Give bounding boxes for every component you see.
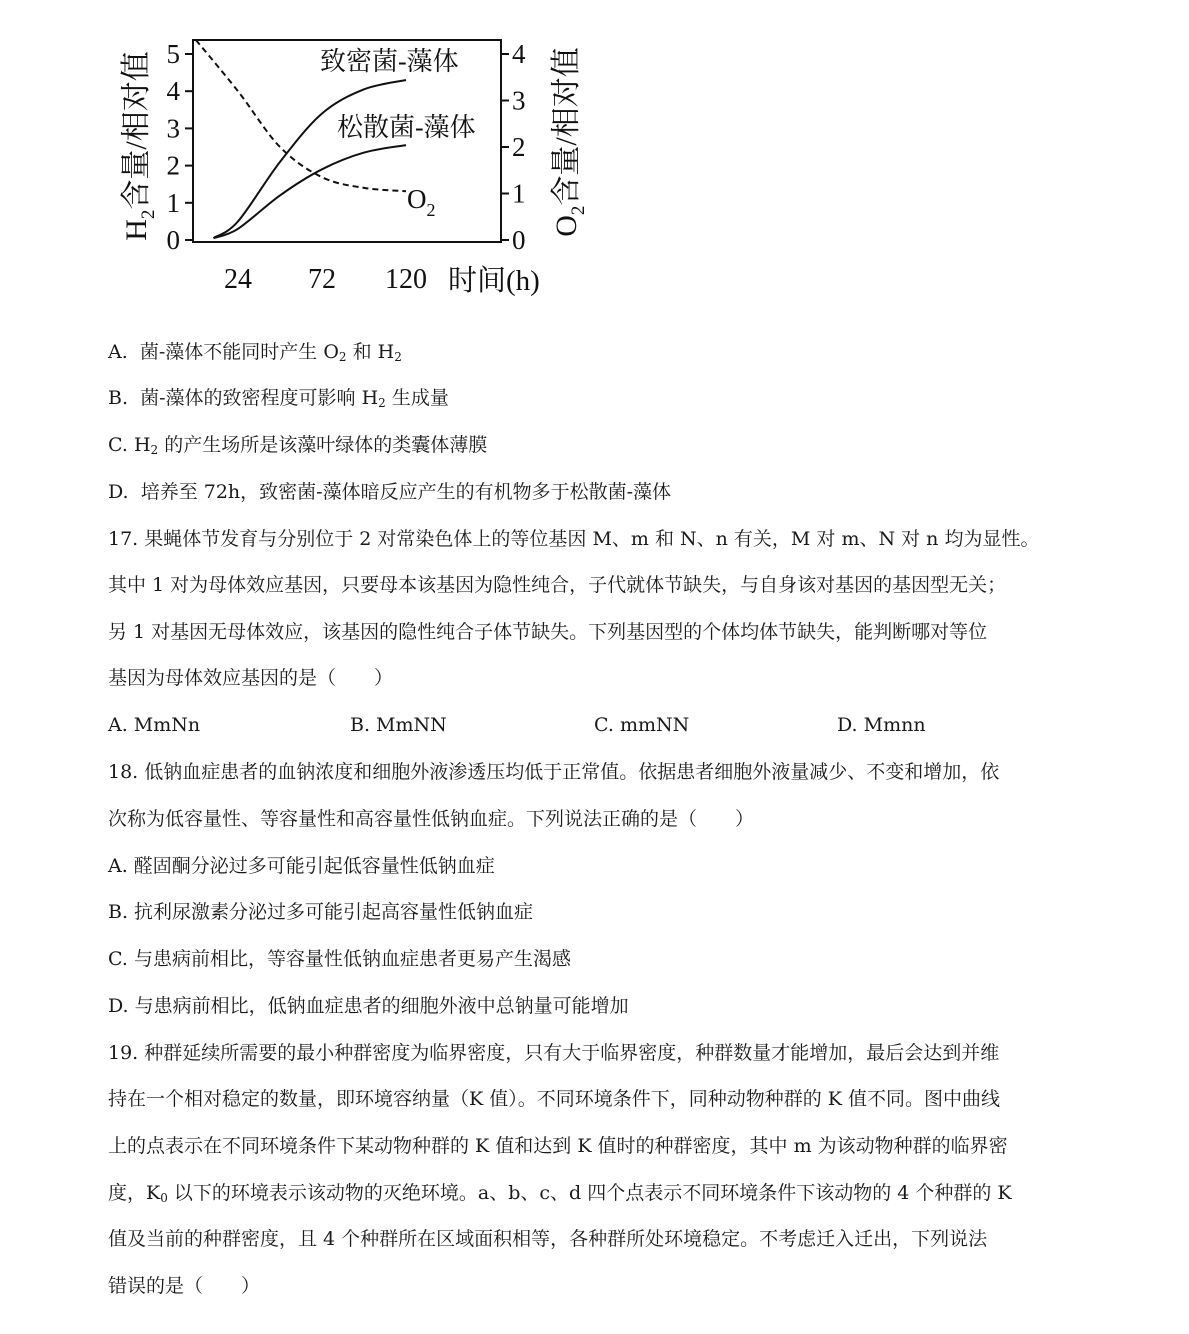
q17-option-a: A. MmNn (108, 714, 201, 736)
q16-option-a: A. 菌-藻体不能同时产生 $O_2$ 和 $H_2$ (108, 341, 402, 364)
left-tick-label: 2 (166, 150, 180, 181)
legend-loose: 松散菌-藻体 (337, 113, 476, 142)
right-tick-label: 4 (512, 39, 526, 69)
q19-line-1: 19. 种群延续所需要的最小种群密度为临界密度，只有大于临界密度，种群数量才能增加，最后会达到并维 (108, 1042, 1000, 1064)
right-tick-label: 1 (512, 178, 526, 209)
q16-option-b: B. 菌-藻体的致密程度可影响 $H_2$ 生成量 (108, 387, 449, 410)
left-axis-title: $H_2$含量/相对值 (120, 51, 159, 241)
q19-line-4: 度，$K_0$ 以下的环境表示该动物的灭绝环境。a、b、c、d 四个点表示不同环境条件下该动物的 4 个种群的 K (108, 1182, 1012, 1205)
x-tick-label: 120 (385, 264, 427, 295)
q17-option-d: D. Mmnn (837, 714, 926, 736)
h2-o2-chart (110, 18, 590, 308)
q17-option-c: C. mmNN (594, 714, 690, 736)
right-axis-title: $O_2$含量/相对值 (550, 47, 589, 237)
right-tick-label: 0 (512, 225, 526, 255)
q19-line-2: 持在一个相对稳定的数量，即环境容纳量（K 值）。不同环境条件下，同种动物种群的 K 值不同。图中曲线 (108, 1088, 1001, 1110)
legend-o2: $O_2$ (407, 184, 436, 220)
q17-line-3: 另 1 对基因无母体效应，该基因的隐性纯合子体节缺失。下列基因型的个体均体节缺失，能判断哪对等位 (108, 621, 988, 643)
left-tick-label: 5 (166, 39, 180, 69)
q18-option-c: C. 与患病前相比，等容量性低钠血症患者更易产生渴感 (108, 948, 571, 970)
right-tick-label: 2 (512, 132, 526, 162)
left-tick-label: 3 (166, 113, 180, 144)
q17-line-2: 其中 1 对为母体效应基因，只要母本该基因为隐性纯合，子代就体节缺失，与自身该对基因的基因型无关； (108, 574, 1007, 596)
left-tick-label: 1 (166, 187, 180, 218)
q17-line-4: 基因为母体效应基因的是（ ） (108, 667, 394, 689)
q16-option-c: C. $H_2$ 的产生场所是该藻叶绿体的类囊体薄膜 (108, 434, 488, 457)
x-axis-title: 时间(h) (448, 265, 540, 297)
q17-option-b: B. MmNN (350, 714, 447, 736)
q18-line-1: 18. 低钠血症患者的血钠浓度和细胞外液渗透压均低于正常值。依据患者细胞外液量减少、不变和增加，依 (108, 761, 1000, 783)
x-tick-label: 24 (224, 264, 252, 295)
right-tick-label: 3 (512, 85, 526, 116)
q19-line-5: 值及当前的种群密度，且 4 个种群所在区域面积相等，各种群所处环境稳定。不考虑迁入迁出，下列说法 (108, 1228, 988, 1250)
q18-option-a: A. 醛固酮分泌过多可能引起低容量性低钠血症 (108, 855, 495, 877)
left-tick-label: 0 (166, 225, 180, 255)
legend-dense: 致密菌-藻体 (320, 47, 459, 76)
left-tick-label: 4 (166, 76, 180, 107)
q18-option-d: D. 与患病前相比，低钠血症患者的细胞外液中总钠量可能增加 (108, 995, 629, 1017)
x-tick-label: 72 (308, 264, 336, 295)
series-loose-line (214, 145, 407, 238)
q18-line-2: 次称为低容量性、等容量性和高容量性低钠血症。下列说法正确的是（ ） (108, 808, 755, 830)
series-dense-line (214, 80, 407, 238)
q19-line-6: 错误的是（ ） (108, 1275, 261, 1297)
q16-option-d: D. 培养至 72h，致密菌-藻体暗反应产生的有机物多于松散菌-藻体 (108, 481, 671, 503)
q17-line-1: 17. 果蝇体节发育与分别位于 2 对常染色体上的等位基因 M、m 和 N、n 有关，M 对 m、N 对 n 均为显性。 (108, 528, 1040, 550)
q18-option-b: B. 抗利尿激素分泌过多可能引起高容量性低钠血症 (108, 901, 534, 923)
q19-line-3: 上的点表示在不同环境条件下某动物种群的 K 值和达到 K 值时的种群密度，其中 m 为该动物种群的临界密 (108, 1135, 1008, 1157)
